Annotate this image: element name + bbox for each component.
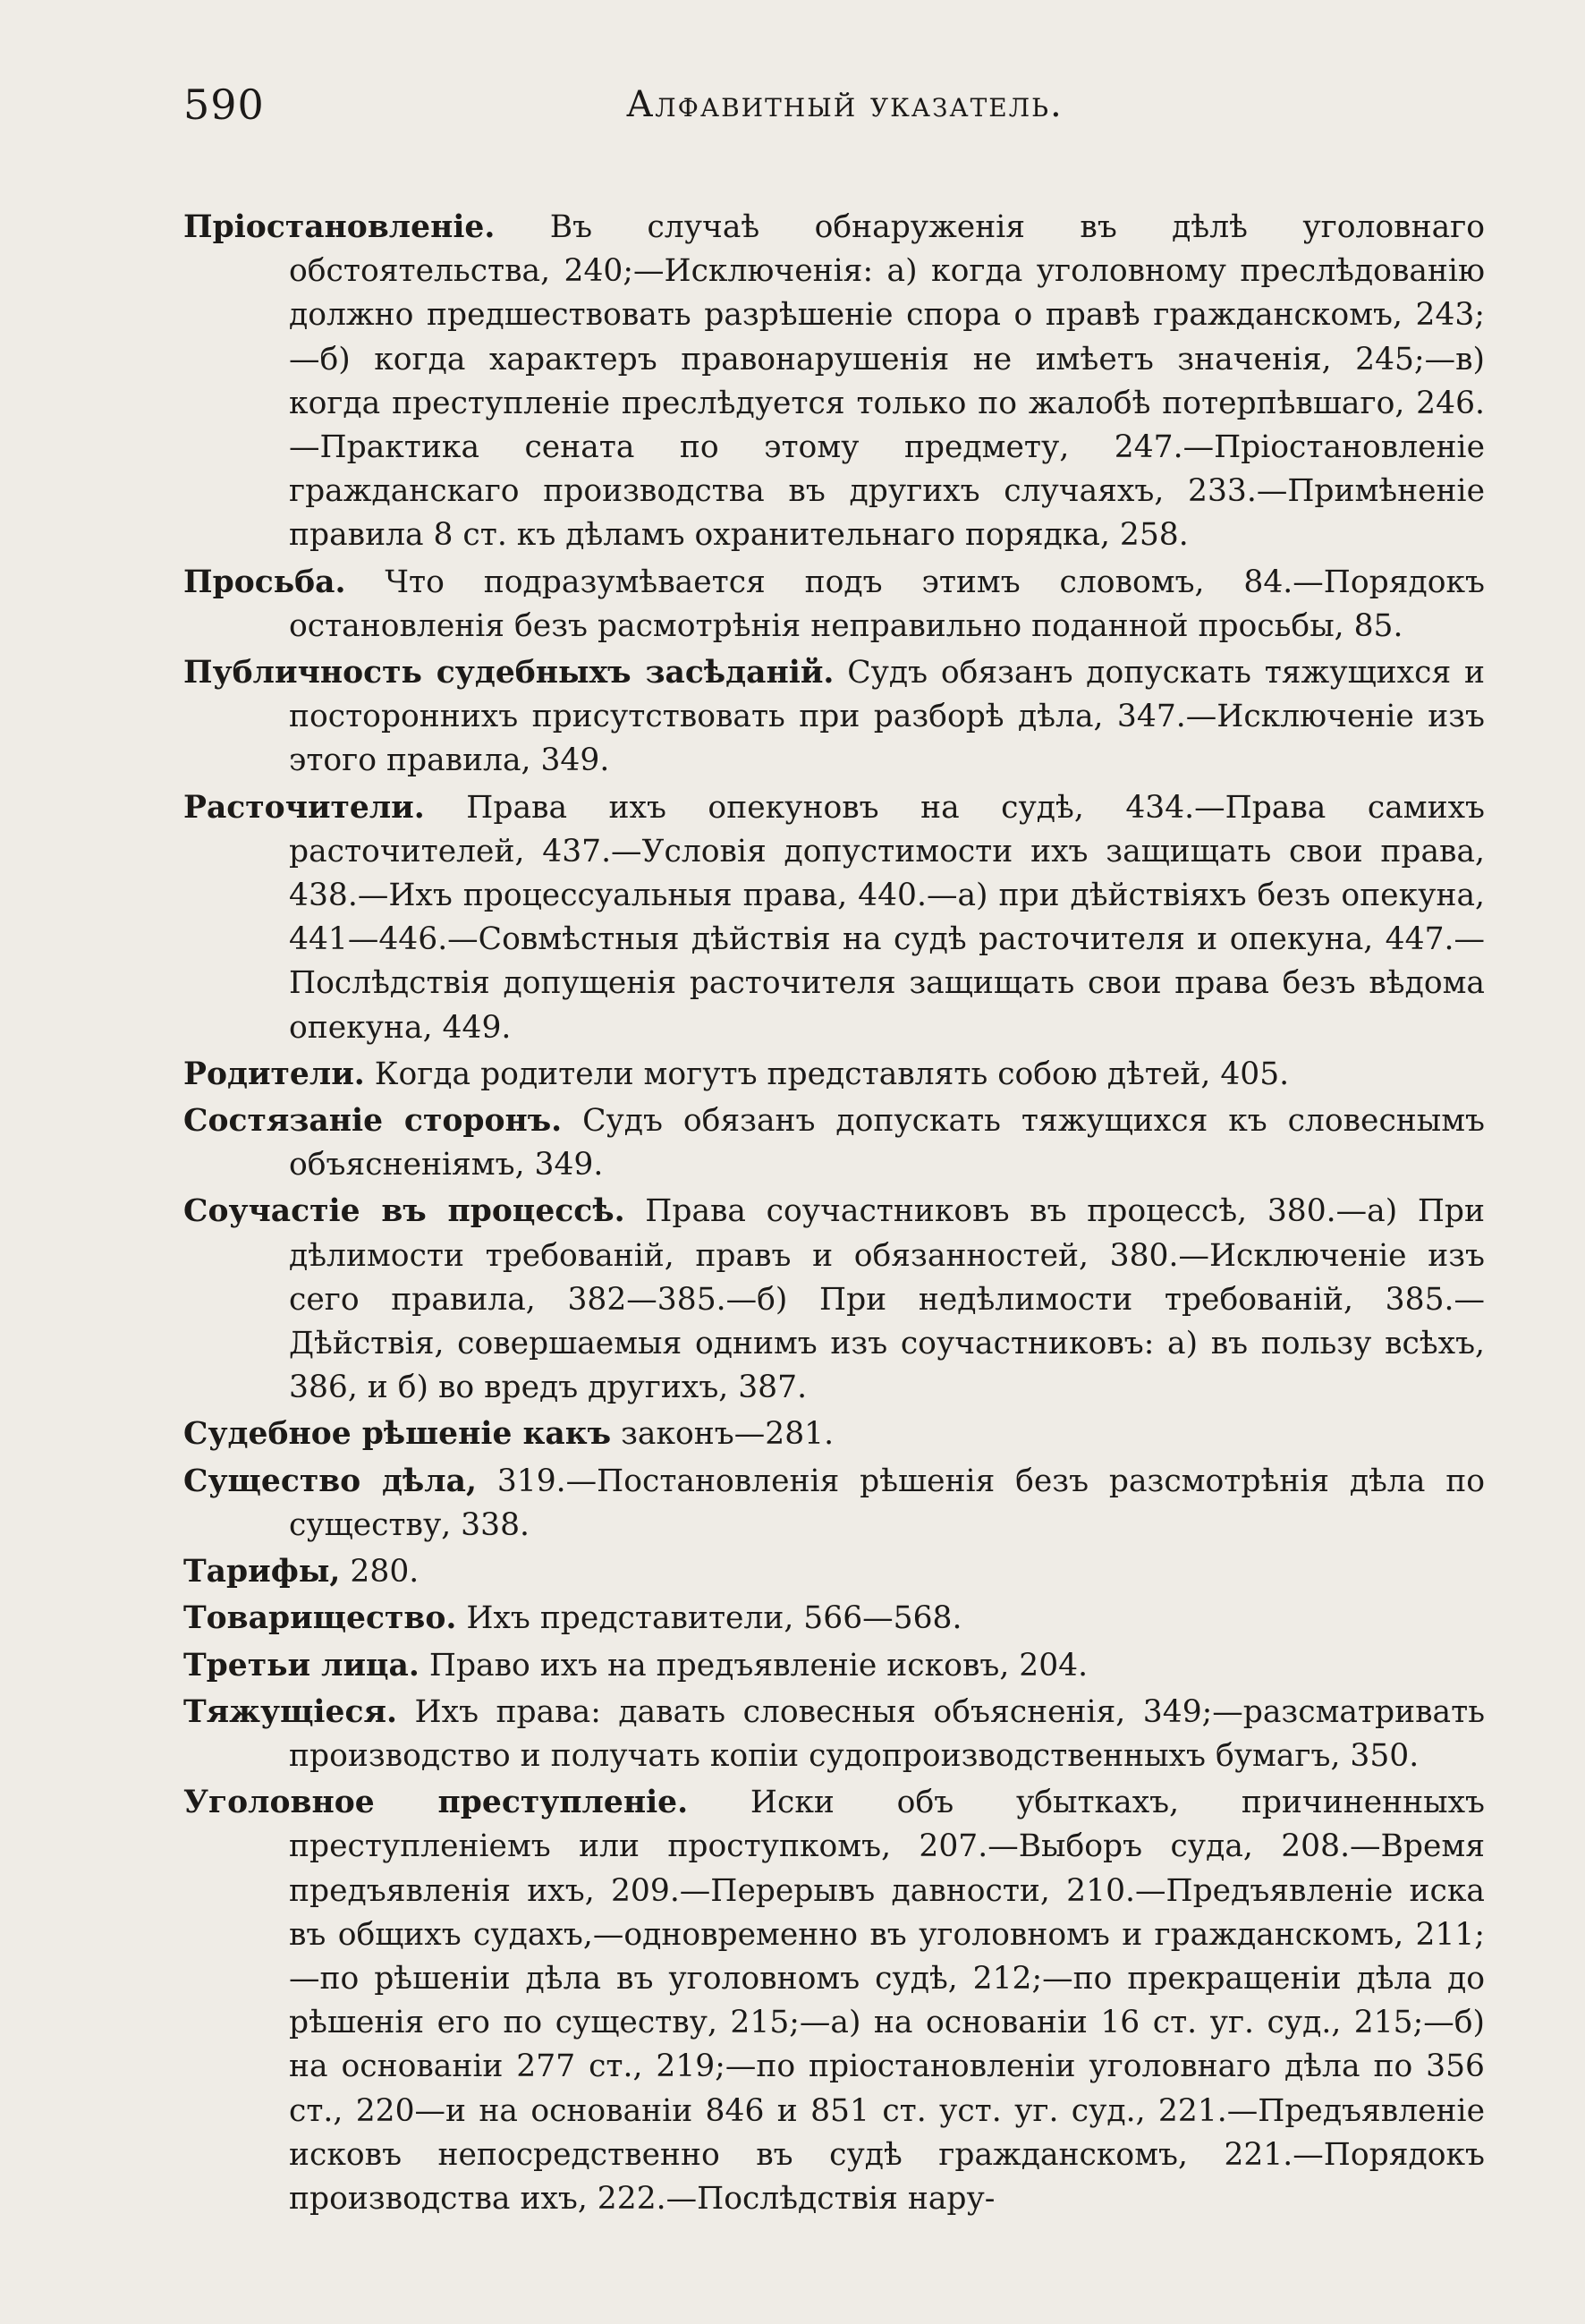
index-entry xyxy=(183,206,1485,558)
entry-heading: Существо дѣла, xyxy=(183,1463,477,1499)
entry-heading: Публичность судебныхъ засѣданій. xyxy=(183,655,835,691)
index-entry xyxy=(183,1460,1485,1548)
entry-text: Иски объ убыткахъ, причиненныхъ преступленіемъ или проступкомъ, 207.—Выборъ суда, 208.—Время предъявленія ихъ, 209.—Перерывъ давности, 210.—Предъявленіе иска въ общихъ судахъ,—одновременно въ уголовномъ и гражданскомъ, 211;—по рѣшеніи дѣла въ уголовномъ судѣ, 212;—по прекращеніи дѣла до рѣшенія его по существу, 215;—а) на основаніи 16 ст. уг. суд., 215;—б) на основаніи 277 ст., 219;—по пріостановленіи уголовнаго дѣла по 356 ст., 220—и на основаніи 846 и 851 ст. уст. уг. суд., 221.—Предъявленіе исковъ непосредственно въ судѣ гражданскомъ, 221.—Порядокъ производства ихъ, 222.—Послѣдствія нару- xyxy=(289,1785,1485,2217)
entry-text: Права соучастниковъ въ процессѣ, 380.—а) При дѣлимости требованій, правъ и обязанностей, 380.—Исключеніе изъ сего правила, 382—385.—б) При недѣлимости требованій, 385.—Дѣйствія, совершаемыя однимъ изъ соучастниковъ: а) въ пользу всѣхъ, 386, и б) во вредъ другихъ, 387. xyxy=(289,1193,1486,1406)
entry-text: Судъ обязанъ допускать тяжущихся и постороннихъ присутствовать при разборѣ дѣла, 347.—Исключеніе изъ этого правила, 349. xyxy=(289,655,1485,779)
index-entry xyxy=(183,1099,1485,1187)
entry-text: Право ихъ на предъявленіе исковъ, 204. xyxy=(419,1647,1089,1684)
entry-heading: Тяжущіеся. xyxy=(183,1693,397,1730)
entry-text: Судъ обязанъ допускать тяжущихся къ словеснымъ объясненіямъ, 349. xyxy=(289,1103,1486,1183)
entry-text: Ихъ права: давать словесныя объясненія, 349;—разсматривать производство и получать копіи судопроизводственныхъ бумагъ, 350. xyxy=(289,1693,1485,1774)
entry-heading: Состязаніе сторонъ. xyxy=(183,1103,563,1140)
entry-heading: Товарищество. xyxy=(183,1600,457,1637)
entry-heading: Расточители. xyxy=(183,789,425,826)
index-entry xyxy=(183,1053,1485,1097)
entry-heading: Третьи лица. xyxy=(183,1647,420,1684)
entry-text: Права ихъ опекуновъ на судѣ, 434.—Права самихъ расточителей, 437.—Условія допустимости ихъ защищать свои права, 438.—Ихъ процессуальныя права, 440.—а) при дѣйствіяхъ безъ опекуна, 441—446.—Совмѣстныя дѣйствія на судѣ расточителя и опекуна, 447.—Послѣдствія допущенія расточителя защищать свои права безъ вѣдома опекуна, 449. xyxy=(289,789,1485,1046)
entry-heading: Тарифы, xyxy=(183,1554,341,1590)
entry-text: Ихъ представители, 566—568. xyxy=(456,1600,962,1637)
running-title: Алфавитный указатель. xyxy=(626,84,1064,125)
index-entry xyxy=(183,1550,1485,1594)
entry-heading: Родители. xyxy=(183,1056,365,1092)
entry-text: Когда родители могутъ представлять собою дѣтей, 405. xyxy=(364,1056,1290,1092)
entry-heading: Соучастіе въ процессѣ. xyxy=(183,1193,625,1230)
entry-text: Въ случаѣ обнаруженія въ дѣлѣ уголовнаго обстоятельства, 240;—Исключенія: а) когда уголовному преслѣдованію должно предшествовать разрѣшеніе спора о правѣ гражданскомъ, 243;—б) когда характеръ правонарушенія не имѣетъ значенія, 245;—в) когда преступленіе преслѣдуется только по жалобѣ потерпѣвшаго, 246.—Практика сената по этому предмету, 247.—Пріостановленіе гражданскаго производства въ другихъ случаяхъ, 233.—Примѣненіе правила 8 ст. къ дѣламъ охранительнаго порядка, 258. xyxy=(289,209,1485,554)
entry-text: 319.—Постановленія рѣшенія безъ разсмотрѣнія дѣла по существу, 338. xyxy=(289,1463,1485,1543)
entry-text: 280. xyxy=(340,1554,420,1590)
index-entries xyxy=(183,206,1485,2221)
index-entry xyxy=(183,1597,1485,1641)
entry-text: законъ—281. xyxy=(611,1416,835,1453)
entry-heading: Просьба. xyxy=(183,564,346,600)
index-entry xyxy=(183,1412,1485,1456)
entry-heading: Уголовное преступленіе. xyxy=(183,1785,689,1821)
index-entry xyxy=(183,1691,1485,1778)
entry-heading: Судебное рѣшеніе какъ xyxy=(183,1416,612,1453)
page-header xyxy=(183,72,1485,134)
index-entry xyxy=(183,1644,1485,1688)
page-number: 590 xyxy=(183,81,265,129)
entry-text: Что подразумѣвается подъ этимъ словомъ, 84.—Порядокъ остановленія безъ расмотрѣнія неправильно поданной просьбы, 85. xyxy=(289,564,1485,644)
index-entry xyxy=(183,651,1485,784)
index-entry xyxy=(183,561,1485,649)
index-entry xyxy=(183,786,1485,1050)
index-entry xyxy=(183,1781,1485,2221)
index-entry xyxy=(183,1190,1485,1410)
entry-heading: Пріостановленіе. xyxy=(183,209,496,245)
